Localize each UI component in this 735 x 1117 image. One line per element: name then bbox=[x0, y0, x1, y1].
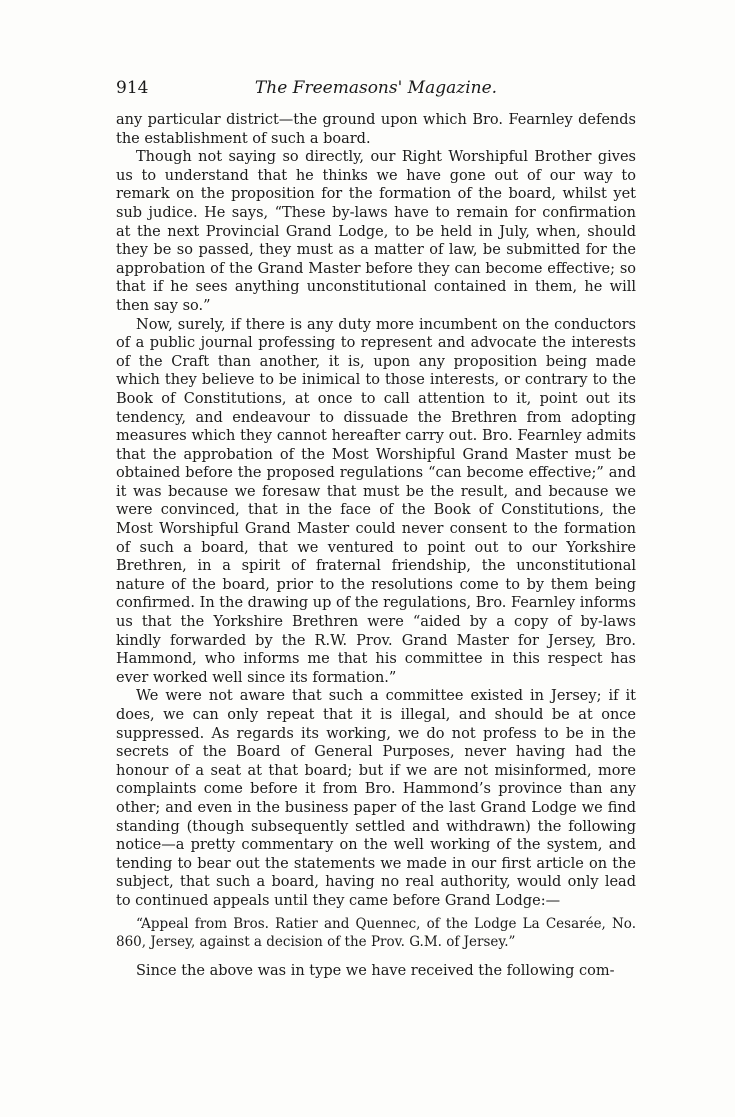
page-header bbox=[116, 78, 636, 104]
page-number: 914 bbox=[116, 78, 149, 98]
paragraph-5: Since the above was in type we have received the following com- bbox=[136, 962, 615, 979]
appeal-quotation: “Appeal from Bros. Ratier and Quennec, of the Lodge La Cesarée, No. 860, Jersey, against a decision of the Prov. G.M. of Jersey.” bbox=[116, 915, 636, 951]
article-body bbox=[116, 111, 636, 980]
paragraph-continuation: any particular district—the ground upon which Bro. Fearnley defends the establishment of such a board. bbox=[116, 112, 636, 147]
paragraph-3: Now, surely, if there is any duty more incumbent on the conductors of a public journal professing to represent and advocate the interests of the Craft than another, it is, upon any proposition being made which they believe to be inimical to those interests, or contrary to the Book of Constitutions, at once to call attention to it, point out its tendency, and endeavour to dissuade the Brethren from adopting measures which they cannot hereafter carry out. Bro. Fearnley admits that the approbation of the Most Worshipful Grand Master must be obtained before the proposed regulations “can become effective;” and it was because we foresaw that must be the result, and because we were convinced, that in the face of the Book of Constitutions, the Most Worshipful Grand Master could never consent to the formation of such a board, that we ventured to point out to our Yorkshire Brethren, in a spirit of fraternal friendship, the unconstitutional nature of the board, prior to the resolutions come to by them being confirmed. In the drawing up of the regulations, Bro. Fearnley informs us that the Yorkshire Brethren were “aided by a copy of by-laws kindly forwarded by the R.W. Prov. Grand Master for Jersey, Bro. Hammond, who informs me that his committee in this respect has ever worked well since its formation.” bbox=[116, 316, 636, 686]
running-title: The Freemasons' Magazine. bbox=[254, 78, 498, 98]
paragraph-2: Though not saying so directly, our Right Worshipful Brother gives us to understand that he thinks we have gone out of our way to remark on the proposition for the formation of the board, whilst yet sub judice. He says, “These by-laws have to remain for confirmation at the next Provincial Grand Lodge, to be held in July, when, should they be so passed, they must as a matter of law, be submitted for the approbation of the Grand Master before they can become effective; so that if he sees anything unconstitutional contained in them, he will then say so.” bbox=[116, 149, 636, 314]
paragraph-4: We were not aware that such a committee existed in Jersey; if it does, we can only repeat that it is illegal, and should be at once suppressed. As regards its working, we do not profess to be in the secrets of the Board of General Purposes, never having had the honour of a seat at that board; but if we are not misinformed, more complaints come before it from Bro. Hammond’s province than any other; and even in the business paper of the last Grand Lodge we find standing (though subsequently settled and withdrawn) the following notice—a pretty commentary on the well working of the system, and tending to bear out the statements we made in our first article on the subject, that such a board, having no real authority, would only lead to continued appeals until they came before Grand Lodge:— bbox=[116, 688, 636, 909]
